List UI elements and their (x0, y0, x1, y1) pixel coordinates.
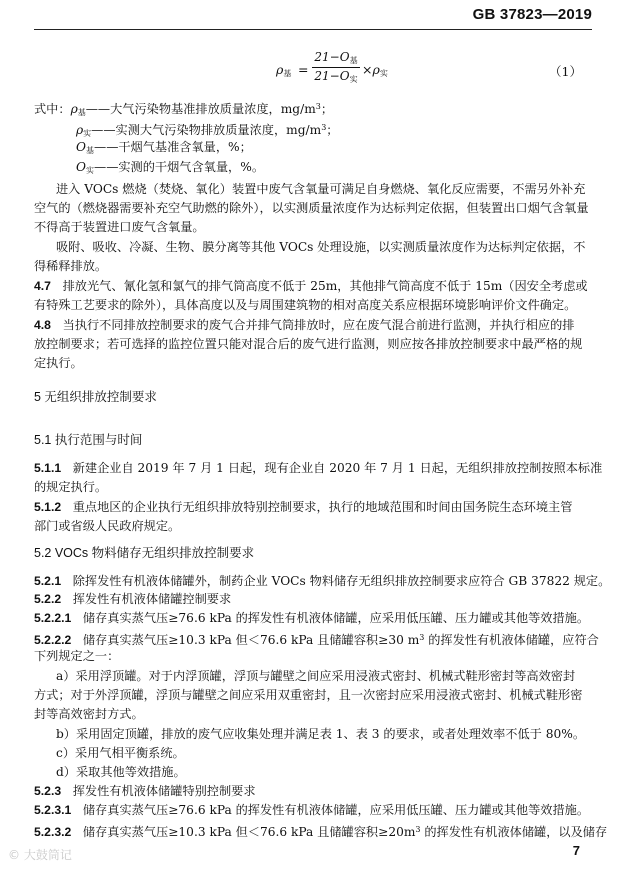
paragraph-line: 下列规定之一： (34, 649, 120, 663)
paragraph-line: 空气的（燃烧器需要补充空气助燃的除外），以实测质量浓度作为达标判定依据，但装置出口烟气含氧量 (34, 201, 589, 215)
list-item-c: c）采用气相平衡系统。 (56, 746, 185, 760)
clause-5-2-2: 5.2.2 挥发性有机液体储罐控制要求 (34, 592, 232, 606)
formula-fraction (312, 50, 360, 85)
paragraph-line: 方式；对于外浮顶罐，浮顶与罐壁之间应采用双重密封，且一次密封应采用浸液式密封、机械式鞋形密 (34, 688, 583, 702)
list-item-a: a）采用浮顶罐。对于内浮顶罐，浮顶与罐壁之间应采用浸液式密封、机械式鞋形密封等高效密封 (56, 669, 576, 683)
clause-5-2-1: 5.2.1 除挥发性有机液体储罐外，制药企业 VOCs 物料储存无组织排放控制要求应符合 GB 37822 规定。 (34, 574, 611, 588)
paragraph-line: 部门或省级人民政府规定。 (34, 519, 181, 533)
section-5-1-heading: 5.1 执行范围与时间 (34, 433, 143, 447)
definition-3: $O_基——$干烟气基准含氧量，%； (76, 140, 252, 155)
standard-code: GB 37823—2019 (472, 6, 592, 23)
paragraph-line: 进入 VOCs 燃烧（焚烧、氧化）装置中废气含氧量可满足自身燃烧、氧化反应需要，不需另外补充 (56, 182, 586, 196)
clause-5-2-3-2: 5.2.3.2 储存真实蒸气压≥10.3 kPa 但＜76.6 kPa 且储罐容积$\ge 20m^3$ 的挥发性有机液体储罐，以及储存 (34, 825, 608, 839)
list-item-d: d）采取其他等效措施。 (56, 765, 186, 779)
formula-denominator: $21-O_实$ (314, 69, 358, 84)
paragraph-line: 有特殊工艺要求的除外），具体高度以及与周围建筑物的相对高度关系应根据环境影响评价文件确定。 (34, 298, 577, 312)
paragraph-line: 的规定执行。 (34, 480, 108, 494)
clause-5-2-2-2: 5.2.2.2 储存真实蒸气压≥10.3 kPa 但＜76.6 kPa 且储罐容积≥30 $m^3$ 的挥发性有机液体储罐，应符合 (34, 633, 599, 647)
clause-4-7: 4.7 排放光气、氰化氢和氯气的排气筒高度不低于 25m，其他排气筒高度不低于 15m（因安全考虑或 (34, 279, 588, 293)
formula-numerator: $21-O_基$ (312, 50, 360, 68)
section-5-heading: 5 无组织排放控制要求 (34, 390, 157, 404)
clause-5-2-3-1: 5.2.3.1 储存真实蒸气压≥76.6 kPa 的挥发性有机液体储罐，应采用低压罐、压力罐或其他等效措施。 (34, 803, 590, 817)
clause-5-2-3: 5.2.3 挥发性有机液体储罐特别控制要求 (34, 784, 256, 798)
paragraph-line: 定执行。 (34, 356, 83, 370)
paragraph-line: 吸附、吸收、冷凝、生物、膜分离等其他 VOCs 处理设施，以实测质量浓度作为达标判定依据，不 (56, 240, 586, 254)
paragraph-line: 不得高于装置进口废气含氧量。 (34, 220, 205, 234)
definition-2: $\rho_实——$实测大气污染物排放质量浓度，$mg/m^3$； (76, 123, 339, 138)
list-item-b: b）采用固定顶罐，排放的废气应收集处理并满足表 1、表 3 的要求，或者处理效率不低于 80%。 (56, 727, 586, 741)
formula-rhs: $\times\rho_实$ (362, 62, 388, 78)
paragraph-line: 放控制要求；若可选择的监控位置只能对混合后的废气进行监测，则应按各排放控制要求中最严格的规 (34, 337, 583, 351)
watermark: © 大鼓筒记 (8, 848, 72, 862)
definition-1: 式中：$\rho_基——$大气污染物基准排放质量浓度，$mg/m^3$； (34, 102, 334, 117)
header-rule (34, 29, 592, 30)
clause-5-2-2-1: 5.2.2.1 储存真实蒸气压≥76.6 kPa 的挥发性有机液体储罐，应采用低压罐、压力罐或其他等效措施。 (34, 611, 590, 625)
page-number: 7 (572, 843, 580, 858)
paragraph-line: 得稀释排放。 (34, 259, 108, 273)
definition-4: $O_实——$实测的干烟气含氧量，%。 (76, 160, 265, 175)
clause-5-1-2: 5.1.2 重点地区的企业执行无组织排放特别控制要求，执行的地域范围和时间由国务院生态环境主管 (34, 500, 573, 514)
formula-equals: = (298, 62, 309, 77)
clause-5-1-1: 5.1.1 新建企业自 2019 年 7 月 1 日起，现有企业自 2020 年 7 月 1 日起，无组织排放控制按照本标准 (34, 461, 603, 475)
paragraph-line: 封等高效密封方式。 (34, 707, 144, 721)
section-5-2-heading: 5.2 VOCs 物料储存无组织排放控制要求 (34, 546, 255, 560)
formula-lhs: $\rho_基$ (276, 62, 292, 78)
clause-4-8: 4.8 当执行不同排放控制要求的废气合并排气筒排放时，应在废气混合前进行监测，并执行相应的排 (34, 318, 575, 332)
equation-number: （1） (549, 64, 582, 79)
